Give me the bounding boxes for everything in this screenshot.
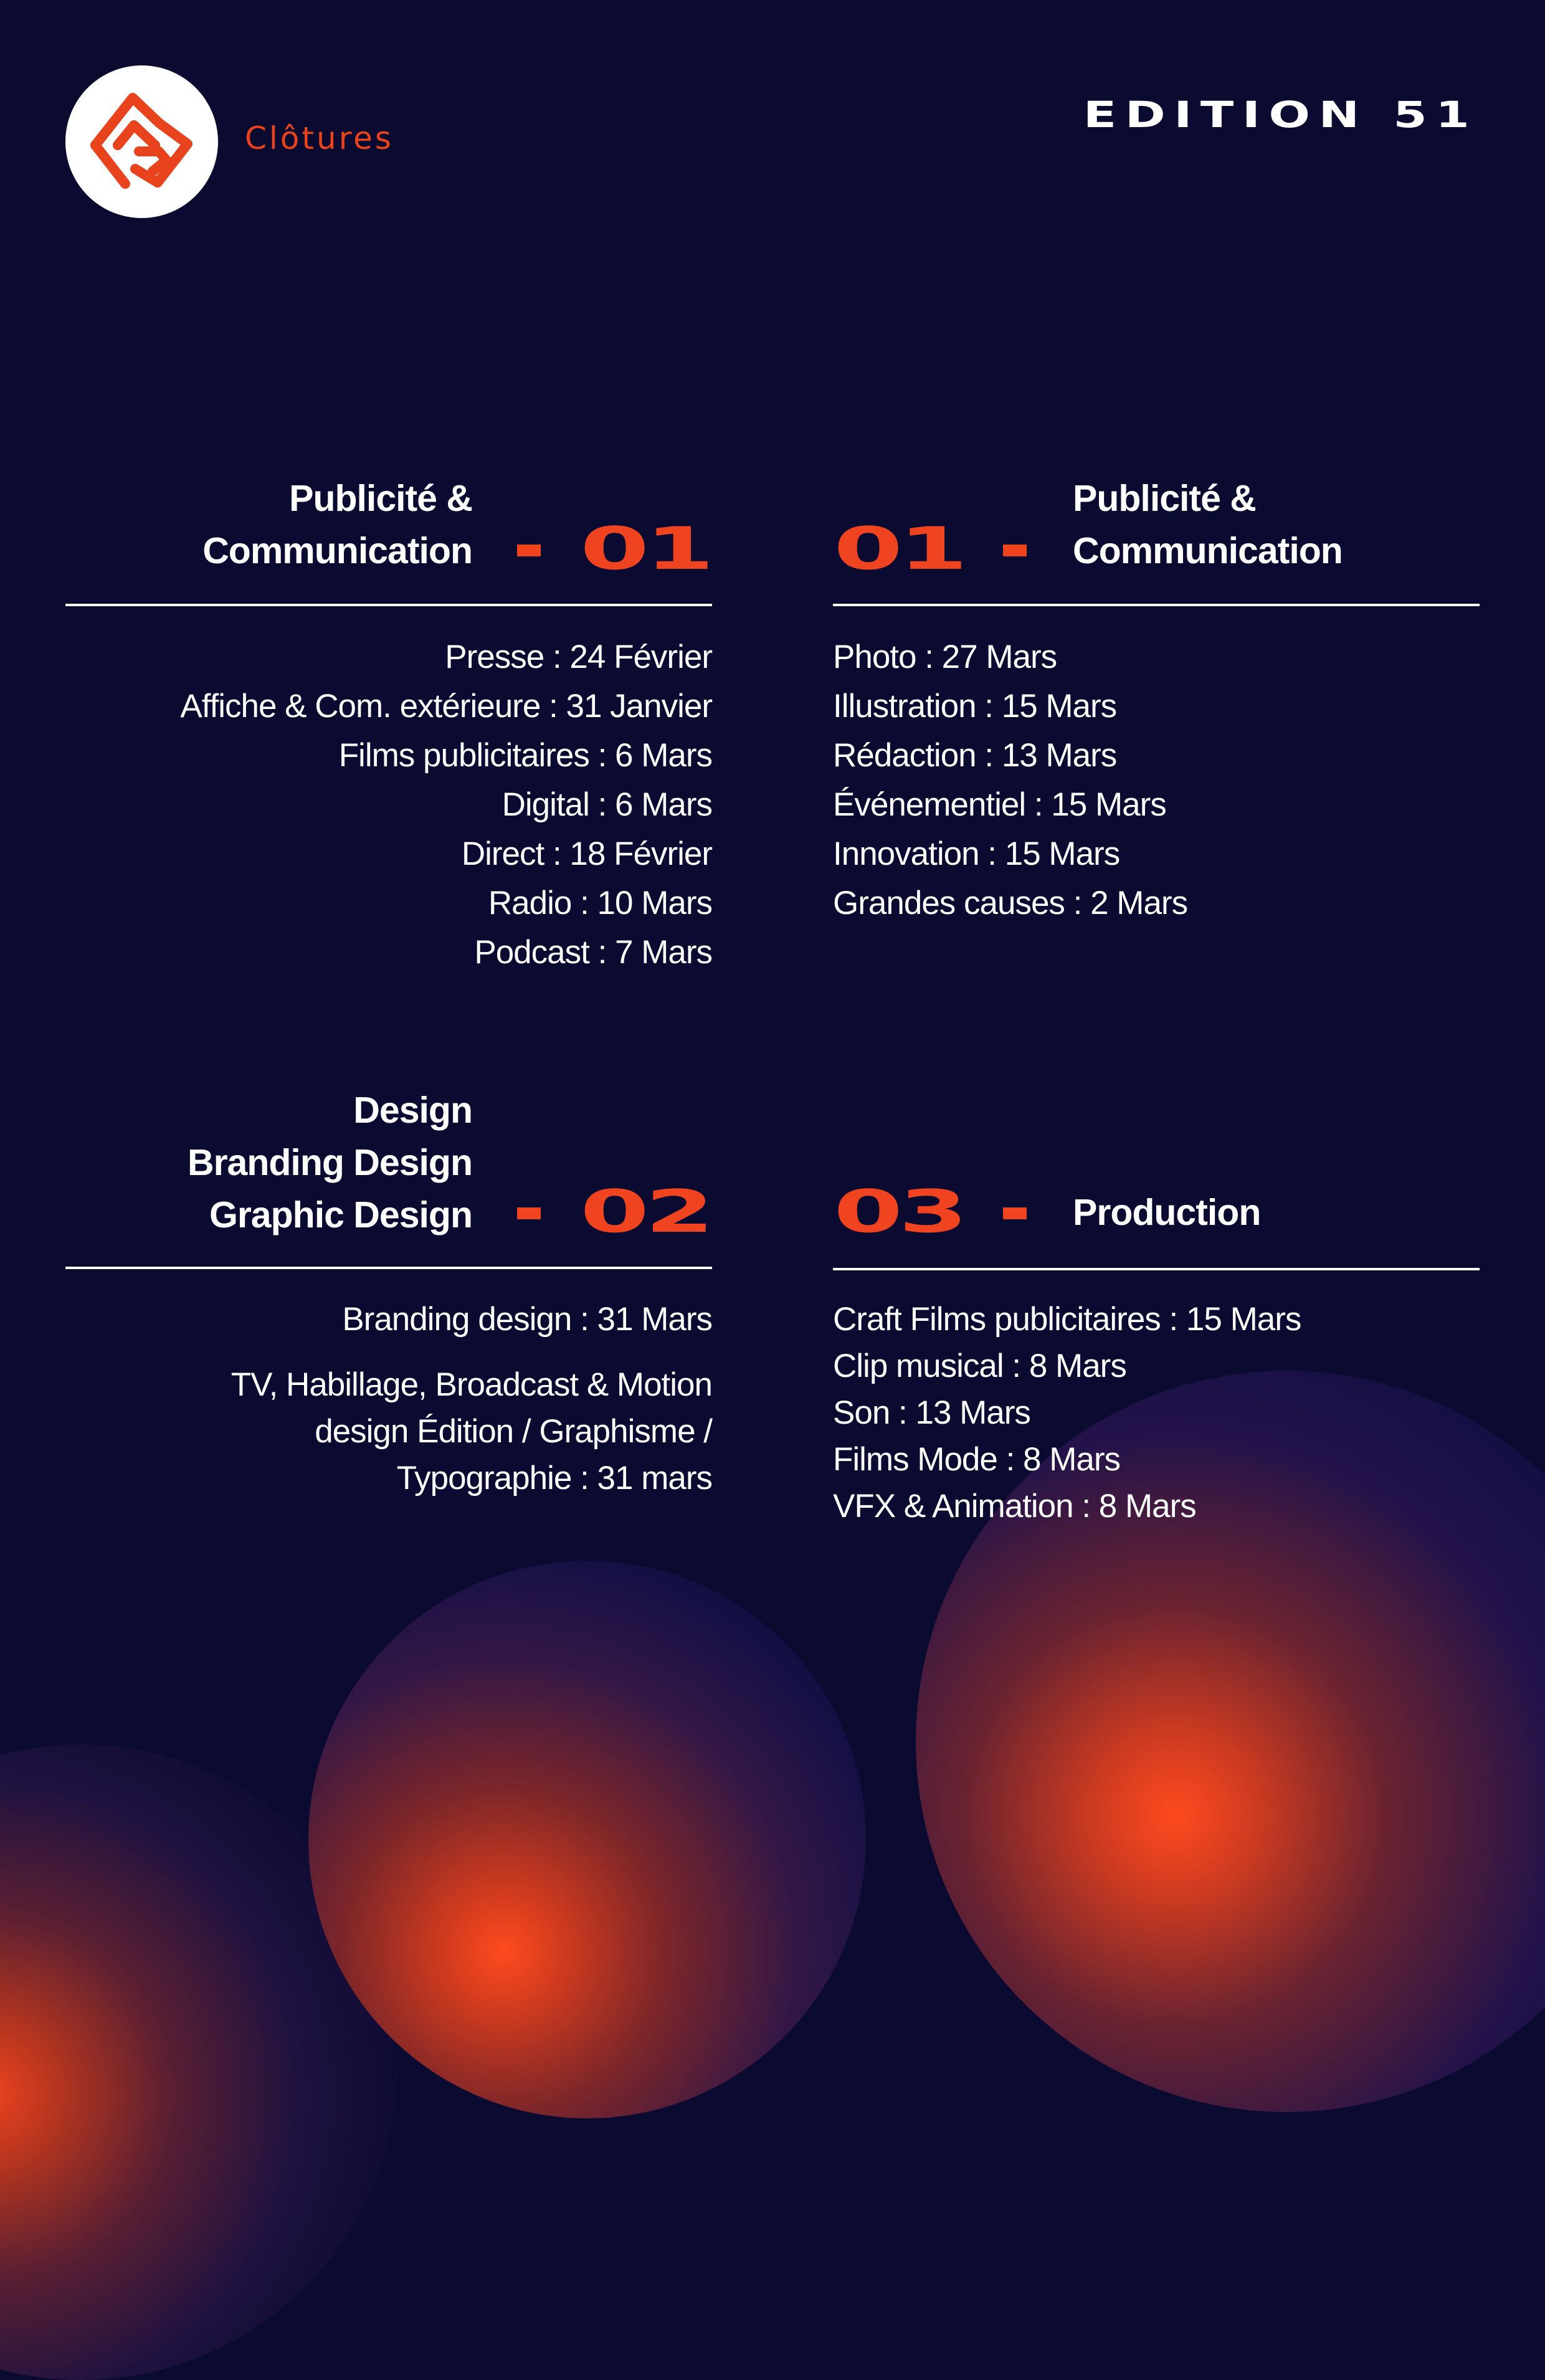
section-1-right-dash — [1003, 545, 1027, 556]
list-item: Événementiel : 15 Mars — [833, 786, 1166, 823]
section-title-line: Design — [353, 1090, 472, 1131]
section-2-title — [188, 1084, 472, 1241]
logo — [65, 65, 218, 218]
section-title-line: Branding Design — [187, 1142, 472, 1183]
list-item: Podcast : 7 Mars — [474, 934, 712, 971]
section-1-right-title — [1073, 472, 1343, 577]
section-3-dash — [1003, 1207, 1027, 1219]
edition-label: EDITION 51 — [1083, 93, 1478, 136]
section-1-left-dash — [517, 545, 541, 556]
list-item: Clip musical : 8 Mars — [833, 1348, 1126, 1384]
list-item: Craft Films publicitaires : 15 Mars — [833, 1301, 1301, 1338]
list-item: Son : 13 Mars — [833, 1394, 1030, 1431]
section-1-left-divider — [65, 604, 712, 606]
section-title-line: Publicité & — [289, 478, 472, 519]
section-1-right-list — [833, 632, 1481, 928]
section-1-left-list — [64, 632, 712, 977]
list-item: Presse : 24 Février — [445, 639, 712, 675]
section-2-dash — [517, 1207, 541, 1219]
list-item: Rédaction : 13 Mars — [833, 737, 1117, 774]
section-3-title: Production — [1073, 1192, 1261, 1233]
list-item-line: TV, Habillage, Broadcast & Motion — [231, 1366, 712, 1403]
background-orb-center — [308, 1561, 866, 2118]
section-1-left-number: 01 — [580, 515, 710, 583]
section-1-left-title — [202, 472, 472, 577]
list-item: Films Mode : 8 Mars — [833, 1441, 1121, 1478]
section-title-line: Communication — [202, 530, 472, 571]
section-title-line: Publicité & — [1073, 478, 1256, 519]
list-item: Grandes causes : 2 Mars — [833, 885, 1188, 921]
list-item: Innovation : 15 Mars — [833, 835, 1120, 872]
section-1-right-number: 01 — [834, 515, 964, 583]
section-title-line: Communication — [1073, 530, 1343, 571]
section-2-number: 02 — [580, 1178, 710, 1246]
section-3-divider — [833, 1268, 1480, 1270]
list-item-line: Typographie : 31 mars — [396, 1460, 712, 1497]
section-1-right-divider — [833, 604, 1480, 606]
list-item: Radio : 10 Mars — [488, 885, 712, 921]
section-2-list — [64, 1296, 712, 1502]
list-item: Films publicitaires : 6 Mars — [338, 737, 712, 774]
list-item-line: design Édition / Graphisme / — [315, 1413, 712, 1450]
list-item — [64, 1361, 712, 1502]
list-item: Affiche & Com. extérieure : 31 Janvier — [180, 688, 712, 725]
logo-mark-icon — [65, 65, 218, 218]
list-item: Digital : 6 Mars — [502, 786, 712, 823]
list-item: Photo : 27 Mars — [833, 639, 1057, 675]
section-3-number: 03 — [834, 1178, 964, 1246]
section-2-divider — [65, 1267, 712, 1269]
list-item: Illustration : 15 Mars — [833, 688, 1117, 725]
section-title-line: Graphic Design — [209, 1194, 472, 1235]
section-3-list — [833, 1296, 1481, 1530]
brand-label: Clôtures — [245, 120, 394, 156]
list-item: VFX & Animation : 8 Mars — [833, 1488, 1196, 1525]
list-item: Branding design : 31 Mars — [342, 1301, 712, 1338]
list-item: Direct : 18 Février — [461, 835, 712, 872]
